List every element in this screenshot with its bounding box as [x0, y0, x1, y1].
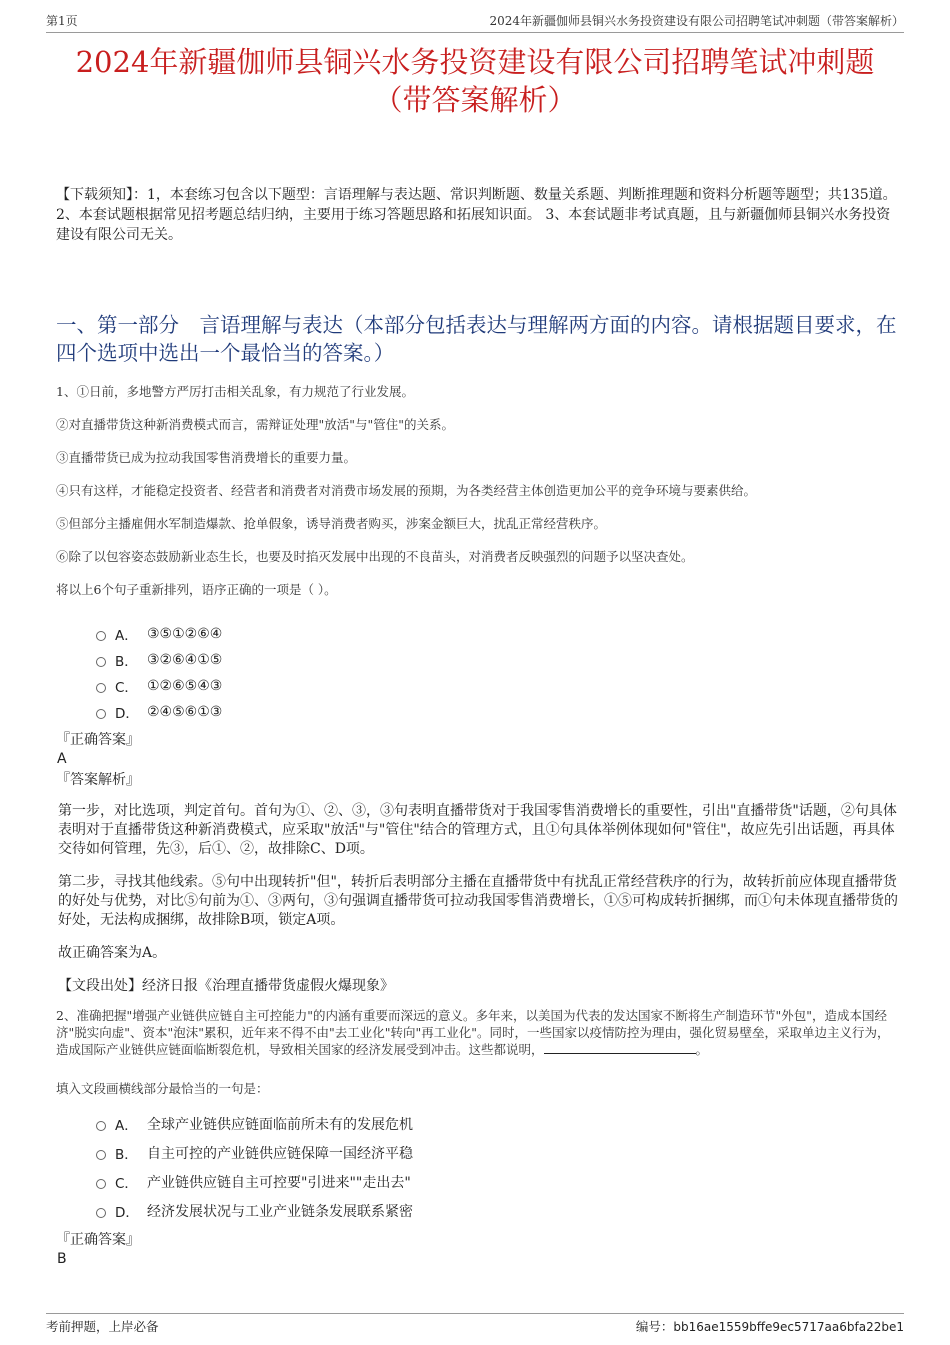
question-2 [56, 1007, 898, 1269]
q1-answer: A [57, 751, 67, 767]
q2-option-c[interactable] [96, 1167, 898, 1196]
option-letter: A． [115, 628, 138, 644]
q1-analysis-paragraph: 第一步，对比选项，判定首句。首句为①、②、③，③句表明直播带货对于我国零售消费增长的重要性，引出"直播带货"话题，②句具体表明对于直播带货这种新消费模式，应采取"放活"与"管住"结合的管理方式，且①句具体举例体现如何"管住"，故应先引出话题，再具体交待如何管理，先③，后①、②，故排除C、D项。 [58, 803, 897, 857]
footer-code-value: bb16ae1559bffe9ec5717aa6bfa22be1 [673, 1320, 904, 1334]
q2-option-a[interactable] [96, 1109, 898, 1138]
title-line-1: 2024年新疆伽师县铜兴水务投资建设有限公司招聘笔试冲刺题 [75, 45, 875, 79]
option-text: 经济发展状况与工业产业链条发展联系紧密 [147, 1203, 413, 1220]
page-number: 第1页 [46, 14, 78, 28]
q1-sentence: ③直播带货已成为拉动我国零售消费增长的重要力量。 [56, 450, 357, 465]
radio-icon[interactable] [96, 631, 106, 641]
footer-code [636, 1317, 904, 1335]
q1-sentence: ⑤但部分主播雇佣水军制造爆款、抢单假象，诱导消费者购买，涉案金额巨大，扰乱正常经营秩序。 [56, 516, 607, 531]
q1-option-b[interactable] [96, 647, 898, 673]
q1-analysis-heading: 『答案解析』 [56, 772, 140, 788]
option-text: ③⑤①②⑥④ [147, 626, 223, 642]
footer-code-label: 编号： [635, 1319, 674, 1334]
q1-sentence: 1、①日前，多地警方严厉打击相关乱象，有力规范了行业发展。 [56, 384, 414, 399]
q1-options [96, 621, 898, 725]
page-footer [46, 1313, 904, 1335]
radio-icon[interactable] [96, 1208, 106, 1218]
question-1 [56, 383, 898, 1010]
option-text: ②④⑤⑥①③ [147, 704, 223, 720]
option-text: 产业链供应链自主可控要"引进来""走出去" [147, 1174, 411, 1191]
q2-question: 填入文段画横线部分最恰当的一句是： [56, 1081, 269, 1096]
page-header [46, 12, 904, 33]
option-letter: D． [115, 706, 139, 722]
q1-option-c[interactable] [96, 673, 898, 699]
option-text: ①②⑥⑤④③ [147, 678, 223, 694]
radio-icon[interactable] [96, 657, 106, 667]
q1-prompt: 将以上6个句子重新排列，语序正确的一项是（ ）。 [56, 582, 337, 597]
option-text: ③②⑥④①⑤ [147, 652, 223, 668]
document-title [40, 43, 910, 119]
q2-answer: B [57, 1251, 67, 1267]
footer-slogan: 考前押题，上岸必备 [46, 1319, 159, 1334]
option-text: 全球产业链供应链面临前所未有的发展危机 [147, 1116, 413, 1133]
option-letter: C． [115, 680, 138, 696]
radio-icon[interactable] [96, 683, 106, 693]
option-text: 自主可控的产业链供应链保障一国经济平稳 [147, 1145, 413, 1162]
q1-sentence: ⑥除了以包容姿态鼓励新业态生长，也要及时掐灭发展中出现的不良苗头，对消费者反映强烈的问题予以坚决查处。 [56, 549, 694, 564]
q2-options [96, 1109, 898, 1225]
title-line-2: （带答案解析） [373, 83, 577, 117]
q1-source: 【文段出处】经济日报《治理直播带货虚假火爆现象》 [58, 978, 394, 994]
option-letter: B． [115, 1146, 138, 1163]
q1-option-a[interactable] [96, 621, 898, 647]
q1-answer-heading: 『正确答案』 [56, 732, 140, 748]
q2-stem-end: 。 [695, 1042, 709, 1057]
radio-icon[interactable] [96, 1179, 106, 1189]
q2-stem-text: 2、准确把握"增强产业链供应链自主可控能力"的内涵有重要而深远的意义。多年来，以美国为代表的发达国家不断将生产制造环节"外包"，造成本国经济"脱实向虚"、资本"泡沫"累积，近年来不得不由"去工业化"转向"再工业化"。同时，一些国家以疫情防控为理由，强化贸易壁垒，采取单边主义行为，造成国际产业链供应链面临断裂危机，导致相关国家的经济发展受到冲击。这些都说明， [56, 1008, 890, 1057]
option-letter: D． [115, 1204, 139, 1221]
header-doc-title: 2024年新疆伽师县铜兴水务投资建设有限公司招聘笔试冲刺题（带答案解析） [489, 14, 904, 28]
q2-answer-heading: 『正确答案』 [56, 1232, 140, 1248]
q2-option-d[interactable] [96, 1196, 898, 1225]
radio-icon[interactable] [96, 709, 106, 719]
q1-analysis-paragraph: 第二步，寻找其他线索。⑤句中出现转折"但"，转折后表明部分主播在直播带货中有扰乱正常经营秩序的行为，故转折前应体现直播带货的好处与优势，对比⑤句前为①、③两句，③句强调直播带货可拉动我国零售消费增长，①⑤可构成转折捆绑，而①句未体现直播带货的好处，无法构成捆绑，故排除B项，锁定A项。 [58, 874, 898, 928]
q1-sentence: ④只有这样，才能稳定投资者、经营者和消费者对消费市场发展的预期，为各类经营主体创造更加公平的竞争环境与要素供给。 [56, 483, 757, 498]
q2-stem [56, 1007, 898, 1058]
option-letter: B． [115, 654, 138, 670]
q2-option-b[interactable] [96, 1138, 898, 1167]
option-letter: C． [115, 1175, 138, 1192]
download-notice: 【下载须知】：1，本套练习包含以下题型：言语理解与表达题、常识判断题、数量关系题、判断推理题和资料分析题等题型；共135道。 2、本套试题根据常见招考题总结归纳，主要用于练习答题思路和拓展知识面。 3、本套试题非考试真题，且与新疆伽师县铜兴水务投资建设有限公司无关。 [56, 187, 897, 243]
radio-icon[interactable] [96, 1121, 106, 1131]
q2-blank [544, 1041, 696, 1054]
q1-option-d[interactable] [96, 699, 898, 725]
q1-analysis-conclusion: 故正确答案为A。 [58, 945, 167, 961]
q1-sentence: ②对直播带货这种新消费模式而言，需辩证处理"放活"与"管住"的关系。 [56, 417, 454, 432]
section-title: 一、第一部分 言语理解与表达（本部分包括表达与理解两方面的内容。请根据题目要求，在四个选项中选出一个最恰当的答案。） [56, 313, 897, 365]
radio-icon[interactable] [96, 1150, 106, 1160]
option-letter: A． [115, 1117, 138, 1134]
